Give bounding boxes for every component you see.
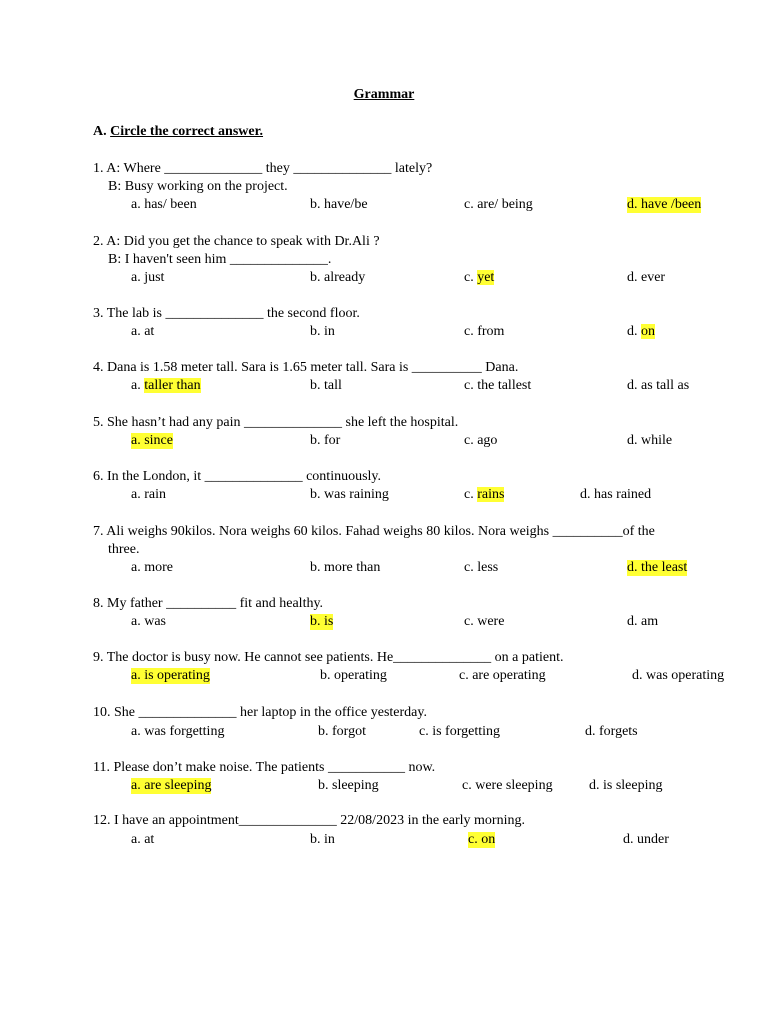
answer-option[interactable] [310,433,340,449]
option-text: have /been [641,197,702,212]
option-text: the least [641,560,688,575]
option-text: already [324,270,366,285]
answer-option[interactable] [310,378,342,394]
answer-option-highlighted[interactable] [310,614,333,630]
answer-option[interactable] [580,487,651,503]
option-letter: a. [131,433,141,448]
answer-option[interactable] [131,197,197,213]
option-text: is sleeping [603,778,663,793]
option-text: has/ been [144,197,197,212]
answer-option[interactable] [627,614,658,630]
option-letter: c. [464,270,474,285]
option-text: have/be [324,197,368,212]
option-text: was operating [646,668,725,683]
answer-option[interactable] [310,832,335,848]
option-letter: a. [131,270,141,285]
section-instruction: Circle the correct answer. [110,124,264,139]
option-text: rains [477,487,505,502]
answer-option-highlighted[interactable] [468,832,495,848]
answer-option[interactable] [585,724,638,740]
option-letter: c. [464,378,474,393]
option-letter: b. [318,724,329,739]
answer-option-highlighted[interactable] [464,270,494,286]
question-text: 3. The lab is ______________ the second floor. [93,306,360,321]
answer-option[interactable] [131,560,173,576]
option-text: is [324,614,334,629]
option-text: ago [477,433,498,448]
option-text: on [641,324,655,339]
answer-option[interactable] [464,614,504,630]
option-text: taller than [144,378,201,393]
option-text: less [477,560,499,575]
option-letter: d. [627,324,638,339]
answer-option-highlighted[interactable] [131,433,173,449]
option-text: sleeping [332,778,379,793]
option-letter: b. [310,324,321,339]
question-text: 12. I have an appointment______________ 22/08/2023 in the early morning. [93,813,525,828]
option-letter: d. [585,724,596,739]
option-text: more [144,560,173,575]
section-heading [93,124,263,140]
option-text: was [144,614,166,629]
answer-option[interactable] [464,433,497,449]
answer-option[interactable] [310,324,335,340]
answer-option[interactable] [627,433,672,449]
option-letter: a. [131,560,141,575]
answer-option-highlighted[interactable] [627,197,701,213]
option-letter: c. [464,324,474,339]
option-text: in [324,324,335,339]
option-letter: a. [131,778,141,793]
answer-option[interactable] [627,378,689,394]
answer-option-highlighted[interactable] [131,778,211,794]
option-letter: b. [310,832,321,847]
answer-option[interactable] [462,778,553,794]
option-text: is forgetting [432,724,501,739]
option-letter: b. [310,270,321,285]
option-text: from [477,324,505,339]
option-letter: c. [468,832,478,847]
section-letter: A. [93,124,107,139]
option-letter: c. [459,668,469,683]
answer-option[interactable] [310,487,389,503]
answer-option-highlighted[interactable] [627,560,687,576]
option-text: were [477,614,505,629]
option-text: are sleeping [144,778,212,793]
question-text: 1. A: Where ______________ they ______________ lately? [93,161,433,176]
option-letter: a. [131,324,141,339]
option-letter: a. [131,668,141,683]
option-text: more than [324,560,381,575]
option-text: was raining [324,487,389,502]
option-text: at [144,324,155,339]
option-letter: c. [464,197,474,212]
option-letter: d. [632,668,643,683]
answer-option[interactable] [464,324,504,340]
option-letter: d. [627,614,638,629]
option-text: since [144,433,173,448]
option-text: yet [477,270,495,285]
question-text: 9. The doctor is busy now. He cannot see patients. He______________ on a patient. [93,650,564,665]
answer-option-highlighted[interactable] [464,487,504,503]
option-letter: b. [310,197,321,212]
option-letter: d. [627,197,638,212]
answer-option[interactable] [623,832,669,848]
answer-option[interactable] [419,724,500,740]
option-text: forgets [599,724,638,739]
answer-option[interactable] [464,197,533,213]
option-text: while [641,433,673,448]
option-letter: a. [131,614,141,629]
option-text: tall [324,378,342,393]
option-text: operating [334,668,387,683]
option-text: were sleeping [475,778,553,793]
option-letter: b. [318,778,329,793]
option-text: rain [144,487,166,502]
option-letter: b. [310,614,321,629]
option-text: in [324,832,335,847]
option-letter: d. [580,487,591,502]
option-letter: b. [310,487,321,502]
option-text: at [144,832,155,847]
question-text: 7. Ali weighs 90kilos. Nora weighs 60 kilos. Fahad weighs 80 kilos. Nora weighs __________of the [93,524,655,539]
option-letter: d. [627,560,638,575]
answer-option[interactable] [131,614,166,630]
option-letter: b. [310,433,321,448]
option-text: was forgetting [144,724,225,739]
option-text: under [637,832,669,847]
option-letter: b. [310,560,321,575]
question-text-continued: three. [108,542,140,557]
question-text: 10. She ______________ her laptop in the office yesterday. [93,705,427,720]
option-text: is operating [144,668,210,683]
option-letter: c. [464,560,474,575]
answer-option-highlighted[interactable] [131,668,210,684]
option-letter: b. [310,378,321,393]
option-letter: b. [320,668,331,683]
answer-option[interactable] [464,378,531,394]
option-text: ever [641,270,666,285]
answer-option[interactable] [310,197,368,213]
option-text: as tall as [641,378,690,393]
question-text: 11. Please don’t make noise. The patients ___________ now. [93,760,436,775]
question-text: 6. In the London, it ______________ continuously. [93,469,382,484]
answer-option-highlighted[interactable] [131,378,201,394]
option-text: forgot [332,724,366,739]
question-text: 8. My father __________ fit and healthy. [93,596,324,611]
answer-option[interactable] [131,832,154,848]
answer-option[interactable] [131,324,154,340]
option-text: has rained [594,487,652,502]
option-letter: d. [589,778,600,793]
question-text: 4. Dana is 1.58 meter tall. Sara is 1.65 meter tall. Sara is __________ Dana. [93,360,519,375]
question-text-continued: B: I haven't seen him ______________. [108,252,332,267]
answer-option[interactable] [131,270,164,286]
option-letter: d. [623,832,634,847]
option-text: on [481,832,496,847]
question-text: 5. She hasn’t had any pain ______________ she left the hospital. [93,415,459,430]
option-letter: a. [131,378,141,393]
option-letter: a. [131,197,141,212]
option-letter: a. [131,724,141,739]
option-letter: c. [462,778,472,793]
option-letter: a. [131,487,141,502]
option-text: are/ being [477,197,533,212]
option-letter: c. [419,724,429,739]
option-letter: a. [131,832,141,847]
answer-option[interactable] [464,560,498,576]
option-letter: d. [627,270,638,285]
answer-option[interactable] [589,778,663,794]
option-letter: c. [464,433,474,448]
answer-option[interactable] [131,724,224,740]
option-text: just [144,270,165,285]
option-text: for [324,433,341,448]
question-text: 2. A: Did you get the chance to speak with Dr.Ali ? [93,234,380,249]
answer-option[interactable] [310,560,380,576]
page-title: Grammar [353,87,415,102]
answer-option[interactable] [310,270,365,286]
option-letter: c. [464,487,474,502]
answer-option[interactable] [627,270,665,286]
option-letter: c. [464,614,474,629]
answer-option[interactable] [131,487,166,503]
answer-option[interactable] [320,668,387,684]
answer-option[interactable] [459,668,546,684]
answer-option[interactable] [318,778,379,794]
answer-option-highlighted[interactable] [627,324,655,340]
answer-option[interactable] [318,724,366,740]
option-letter: d. [627,433,638,448]
option-text: are operating [472,668,546,683]
question-text-continued: B: Busy working on the project. [108,179,288,194]
answer-option[interactable] [632,668,724,684]
option-text: am [641,614,659,629]
option-letter: d. [627,378,638,393]
option-text: the tallest [477,378,532,393]
